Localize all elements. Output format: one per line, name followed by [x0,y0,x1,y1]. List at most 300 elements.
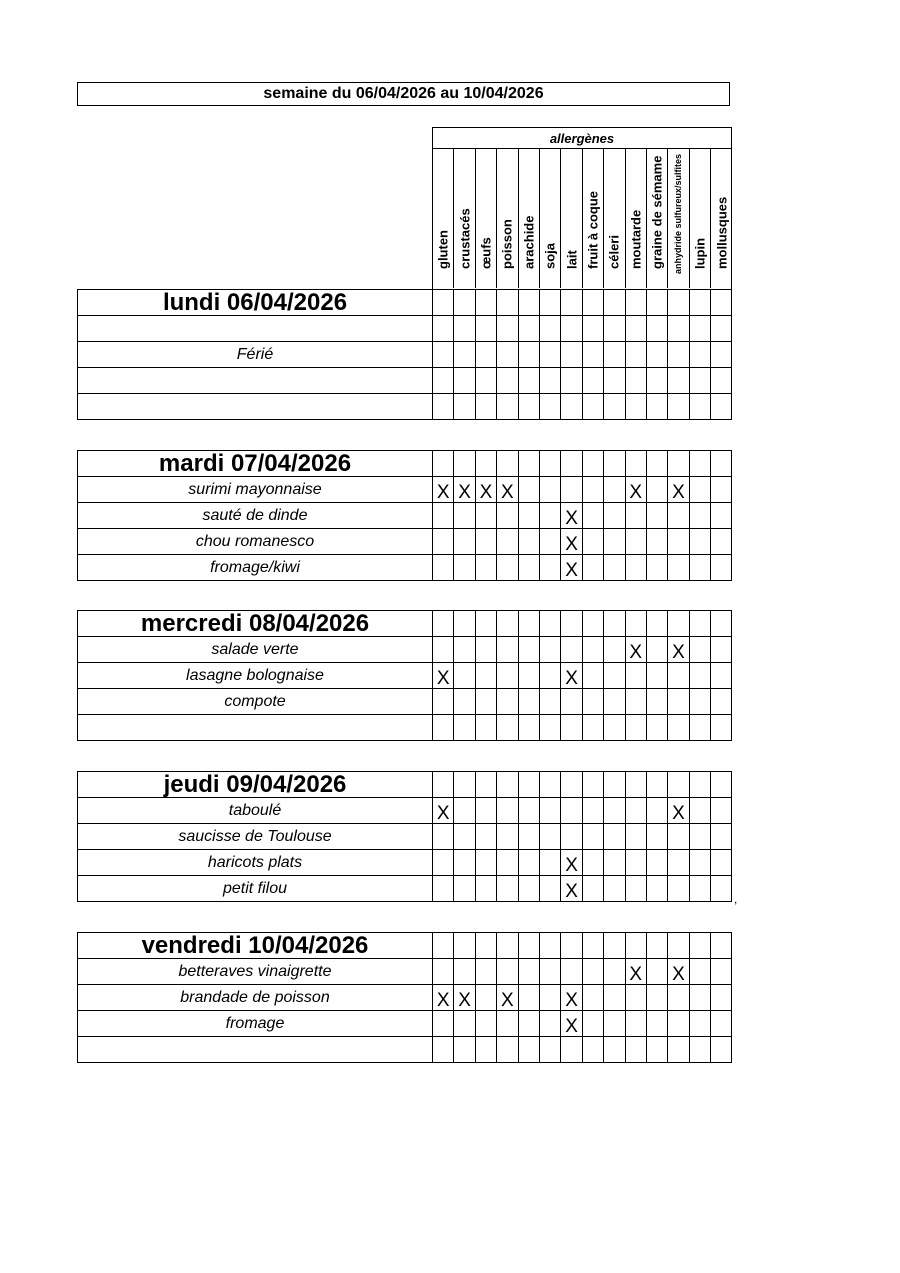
allergen-mark: X [668,798,689,824]
allergen-cell [668,663,689,689]
dish-name [78,715,433,741]
allergen-cell [711,529,732,555]
allergen-cell [711,933,732,959]
allergen-cell [518,555,539,581]
allergen-cell [454,290,475,316]
allergen-cell [668,611,689,637]
allergen-cell [604,529,625,555]
allergen-cell [454,394,475,420]
allergen-cell [454,368,475,394]
allergen-cell [433,529,454,555]
allergen-cell [604,772,625,798]
allergen-mark: X [433,477,454,503]
allergen-cell [668,316,689,342]
allergen-cell [454,1011,475,1037]
allergen-cell [497,394,518,420]
allergen-cell [561,637,582,663]
allergen-cell [454,637,475,663]
allergen-cell [518,394,539,420]
allergen-cell [646,342,667,368]
dish-row [78,985,732,1011]
allergen-cell [475,715,496,741]
allergen-cell [561,1037,582,1063]
allergen-mark: X [561,503,582,529]
allergen-cell [689,959,710,985]
dish-name: betteraves vinaigrette [78,959,433,985]
allergen-cell [689,555,710,581]
allergen-cell [539,985,560,1011]
allergen-cell [475,611,496,637]
allergen-column [540,149,561,288]
allergen-cell [604,1037,625,1063]
allergen-cell [497,798,518,824]
allergen-cell [497,316,518,342]
dish-name: saucisse de Toulouse [78,824,433,850]
allergen-cell [582,555,603,581]
day-header-row [78,290,732,316]
allergen-cell [625,316,646,342]
allergen-cell [518,1037,539,1063]
allergen-cell [518,933,539,959]
allergen-cell [689,798,710,824]
allergen-cell [711,824,732,850]
allergen-label: anhydride sulfureux/sulfites [673,153,684,274]
allergen-cell [711,451,732,477]
allergen-cell [454,689,475,715]
allergen-cell [475,985,496,1011]
allergen-cell [497,451,518,477]
allergen-cell [625,555,646,581]
allergen-label: graine de sémame [649,155,665,269]
dish-row [78,529,732,555]
allergen-cell [454,959,475,985]
allergen-cell [497,824,518,850]
allergen-cell [497,850,518,876]
allergen-cell [689,715,710,741]
dish-name: fromage/kiwi [78,555,433,581]
allergen-cell [518,850,539,876]
allergen-mark: X [561,1011,582,1037]
allergen-cell [475,451,496,477]
allergen-cell [711,663,732,689]
allergen-cell [711,342,732,368]
allergen-cell [433,503,454,529]
allergen-cell [539,555,560,581]
allergen-cell [604,876,625,902]
allergen-cell [518,663,539,689]
allergen-cell [625,1037,646,1063]
dish-row [78,1011,732,1037]
allergen-cell [518,959,539,985]
allergen-cell [646,637,667,663]
allergen-mark: X [454,477,475,503]
dish-row [78,555,732,581]
allergen-mark: X [561,876,582,902]
allergen-cell [582,1037,603,1063]
allergen-cell [711,555,732,581]
allergen-cell [433,451,454,477]
allergen-cell [539,1011,560,1037]
allergen-cell [497,1037,518,1063]
allergen-cell [539,637,560,663]
allergen-mark: X [668,637,689,663]
allergen-cell [539,689,560,715]
dish-name: taboulé [78,798,433,824]
allergen-column [604,149,625,288]
allergen-cell [433,824,454,850]
dish-name: compote [78,689,433,715]
allergen-cell [582,529,603,555]
allergen-cell [646,555,667,581]
allergen-mark: X [454,985,475,1011]
dish-name: petit filou [78,876,433,902]
allergen-cell [711,394,732,420]
dish-row [78,342,732,368]
allergen-cell [518,715,539,741]
allergen-cell [668,1037,689,1063]
allergen-cell [518,824,539,850]
allergen-cell [475,394,496,420]
day-label: mercredi 08/04/2026 [78,611,433,637]
allergen-cell [668,850,689,876]
allergen-cell [518,772,539,798]
allergen-cell [711,503,732,529]
allergen-cell [518,611,539,637]
allergen-cell [475,637,496,663]
allergen-cell [561,451,582,477]
allergen-cell [689,689,710,715]
allergen-label: soja [542,242,558,269]
allergen-cell [475,555,496,581]
dish-name: lasagne bolognaise [78,663,433,689]
allergen-cell [539,342,560,368]
allergen-cell [582,876,603,902]
allergen-cell [561,368,582,394]
allergen-cell [518,1011,539,1037]
allergen-label: crustacés [457,208,473,269]
allergen-cell [646,503,667,529]
day-label: vendredi 10/04/2026 [78,933,433,959]
allergen-cell [625,503,646,529]
allergen-column [626,149,647,288]
allergen-cell [711,611,732,637]
allergen-cell [646,689,667,715]
allergen-label: poisson [499,219,515,269]
allergen-cell [475,316,496,342]
allergen-cell [561,824,582,850]
allergen-cell [668,555,689,581]
allergen-cell [689,985,710,1011]
allergen-mark: X [561,663,582,689]
allergen-cell [668,342,689,368]
allergen-cell [454,555,475,581]
allergen-cell [646,1011,667,1037]
allergen-cell [604,451,625,477]
dish-name: salade verte [78,637,433,663]
allergen-mark: X [497,477,518,503]
dish-name: fromage [78,1011,433,1037]
allergen-cell [689,850,710,876]
allergen-cell [646,477,667,503]
day-header-row [78,611,732,637]
allergen-column [454,149,475,288]
allergen-column [583,149,604,288]
allergen-cell [518,637,539,663]
allergen-label: céleri [606,235,622,269]
dish-row [78,959,732,985]
day-table [77,932,732,1063]
allergen-cell [711,316,732,342]
allergen-cell [433,368,454,394]
allergen-cell [604,689,625,715]
allergen-mark: X [497,985,518,1011]
allergen-cell [497,715,518,741]
allergen-cell [689,529,710,555]
allergen-cell [475,1037,496,1063]
allergen-cell [454,824,475,850]
allergen-cell [604,933,625,959]
allergen-cell [454,316,475,342]
dish-name: surimi mayonnaise [78,477,433,503]
allergen-cell [582,715,603,741]
allergen-cell [668,290,689,316]
dish-row [78,637,732,663]
allergen-cell [582,637,603,663]
allergen-column [690,149,711,288]
allergen-cell [518,798,539,824]
dish-row [78,503,732,529]
allergen-cell [711,1011,732,1037]
allergen-cell [497,772,518,798]
allergen-cell [433,876,454,902]
allergen-cell [625,394,646,420]
allergen-cell [475,1011,496,1037]
allergen-cell [433,933,454,959]
allergen-cell [454,529,475,555]
allergen-cell [518,451,539,477]
allergen-cell [497,689,518,715]
allergen-cell [711,798,732,824]
allergen-cell [689,824,710,850]
allergen-cell [625,451,646,477]
dish-row [78,876,732,902]
stray-comma: , [734,892,738,906]
allergen-cell [433,1011,454,1037]
allergen-cell [668,715,689,741]
allergen-mark: X [561,555,582,581]
allergen-cell [561,715,582,741]
allergen-cell [561,342,582,368]
allergen-cell [475,933,496,959]
allergen-cell [646,394,667,420]
allergen-label: gluten [435,230,451,269]
allergen-cell [689,451,710,477]
allergen-cell [582,689,603,715]
allergen-cell [475,959,496,985]
allergen-cell [711,637,732,663]
allergen-mark: X [561,850,582,876]
allergen-cell [668,985,689,1011]
allergen-cell [497,663,518,689]
allergen-cell [646,529,667,555]
day-table [77,289,732,420]
dish-name [78,1037,433,1063]
allergen-cell [561,798,582,824]
allergen-cell [625,798,646,824]
allergen-cell [582,316,603,342]
allergen-cell [454,933,475,959]
allergen-cell [475,342,496,368]
allergen-cell [582,394,603,420]
dish-name: chou romanesco [78,529,433,555]
allergen-cell [539,503,560,529]
allergen-cell [433,316,454,342]
day-block [77,932,732,1063]
day-table [77,450,732,581]
day-table [77,610,732,741]
allergen-cell [625,772,646,798]
dish-name: brandade de poisson [78,985,433,1011]
day-header-row [78,772,732,798]
dish-row [78,850,732,876]
dish-name [78,368,433,394]
allergen-cell [625,876,646,902]
allergen-cell [518,477,539,503]
allergen-cell [539,798,560,824]
allergen-cell [454,798,475,824]
allergen-mark: X [625,477,646,503]
allergen-cell [646,985,667,1011]
allergen-mark: X [433,985,454,1011]
allergen-cell [689,611,710,637]
allergen-cell [518,342,539,368]
allergen-cell [646,933,667,959]
allergen-cell [625,290,646,316]
allergen-cell [539,529,560,555]
allergen-cell [689,342,710,368]
allergen-cell [518,503,539,529]
allergen-cell [475,876,496,902]
allergen-cell [561,611,582,637]
allergen-cell [433,637,454,663]
allergen-cell [604,611,625,637]
allergen-cell [518,316,539,342]
allergen-cell [604,503,625,529]
allergen-cell [604,342,625,368]
allergen-cell [668,876,689,902]
allergen-cell [625,689,646,715]
allergen-cell [604,477,625,503]
allergen-cell [454,772,475,798]
allergen-column [476,149,497,288]
day-header-row [78,933,732,959]
allergen-cell [604,290,625,316]
allergen-cell [582,1011,603,1037]
dish-row [78,368,732,394]
allergen-cell [625,663,646,689]
allergen-cell [518,368,539,394]
allergen-cell [497,290,518,316]
allergen-cell [604,637,625,663]
day-block [77,450,732,581]
allergen-cell [497,611,518,637]
allergen-cell [646,772,667,798]
day-label: mardi 07/04/2026 [78,451,433,477]
allergen-cell [539,316,560,342]
allergen-cell [668,772,689,798]
allergen-cell [539,850,560,876]
allergen-cell [518,876,539,902]
allergen-cell [539,477,560,503]
allergen-cell [475,290,496,316]
allergen-cell [518,689,539,715]
allergen-label: lait [564,250,580,269]
allergen-cell [646,611,667,637]
allergen-column [647,149,668,288]
allergen-mark: X [561,529,582,555]
allergen-cell [604,824,625,850]
allergen-cell [604,850,625,876]
allergen-cell [625,933,646,959]
allergen-mark: X [625,959,646,985]
allergen-cell [454,663,475,689]
allergen-cell [604,798,625,824]
allergen-label: mollusques [714,196,730,269]
dish-row [78,316,732,342]
allergen-cell [539,1037,560,1063]
allergen-cell [668,451,689,477]
allergen-cell [582,611,603,637]
allergen-cell [711,290,732,316]
allergen-mark: X [433,663,454,689]
allergen-cell [582,798,603,824]
allergen-cell [646,959,667,985]
allergen-cell [497,368,518,394]
allergen-cell [539,451,560,477]
dish-row [78,715,732,741]
allergen-cell [497,1011,518,1037]
allergen-cell [646,715,667,741]
allergen-cell [433,850,454,876]
day-block [77,771,732,902]
allergen-cell [604,316,625,342]
allergen-cell [497,637,518,663]
allergen-mark: X [433,798,454,824]
allergen-cell [646,824,667,850]
allergen-label: arachide [521,215,537,269]
allergen-cell [689,316,710,342]
allergen-cell [561,316,582,342]
dish-name: sauté de dinde [78,503,433,529]
day-label: jeudi 09/04/2026 [78,772,433,798]
dish-name [78,394,433,420]
allergen-mark: X [475,477,496,503]
allergen-cell [711,477,732,503]
allergen-cell [433,394,454,420]
allergen-cell [625,368,646,394]
allergen-cell [433,342,454,368]
allergen-cell [689,876,710,902]
allergen-cell [433,772,454,798]
allergen-cell [668,368,689,394]
allergen-mark: X [668,959,689,985]
allergen-mark: X [668,477,689,503]
allergen-cell [475,824,496,850]
allergen-cell [625,342,646,368]
dish-row [78,1037,732,1063]
allergen-column [497,149,518,288]
allergen-cell [689,1011,710,1037]
